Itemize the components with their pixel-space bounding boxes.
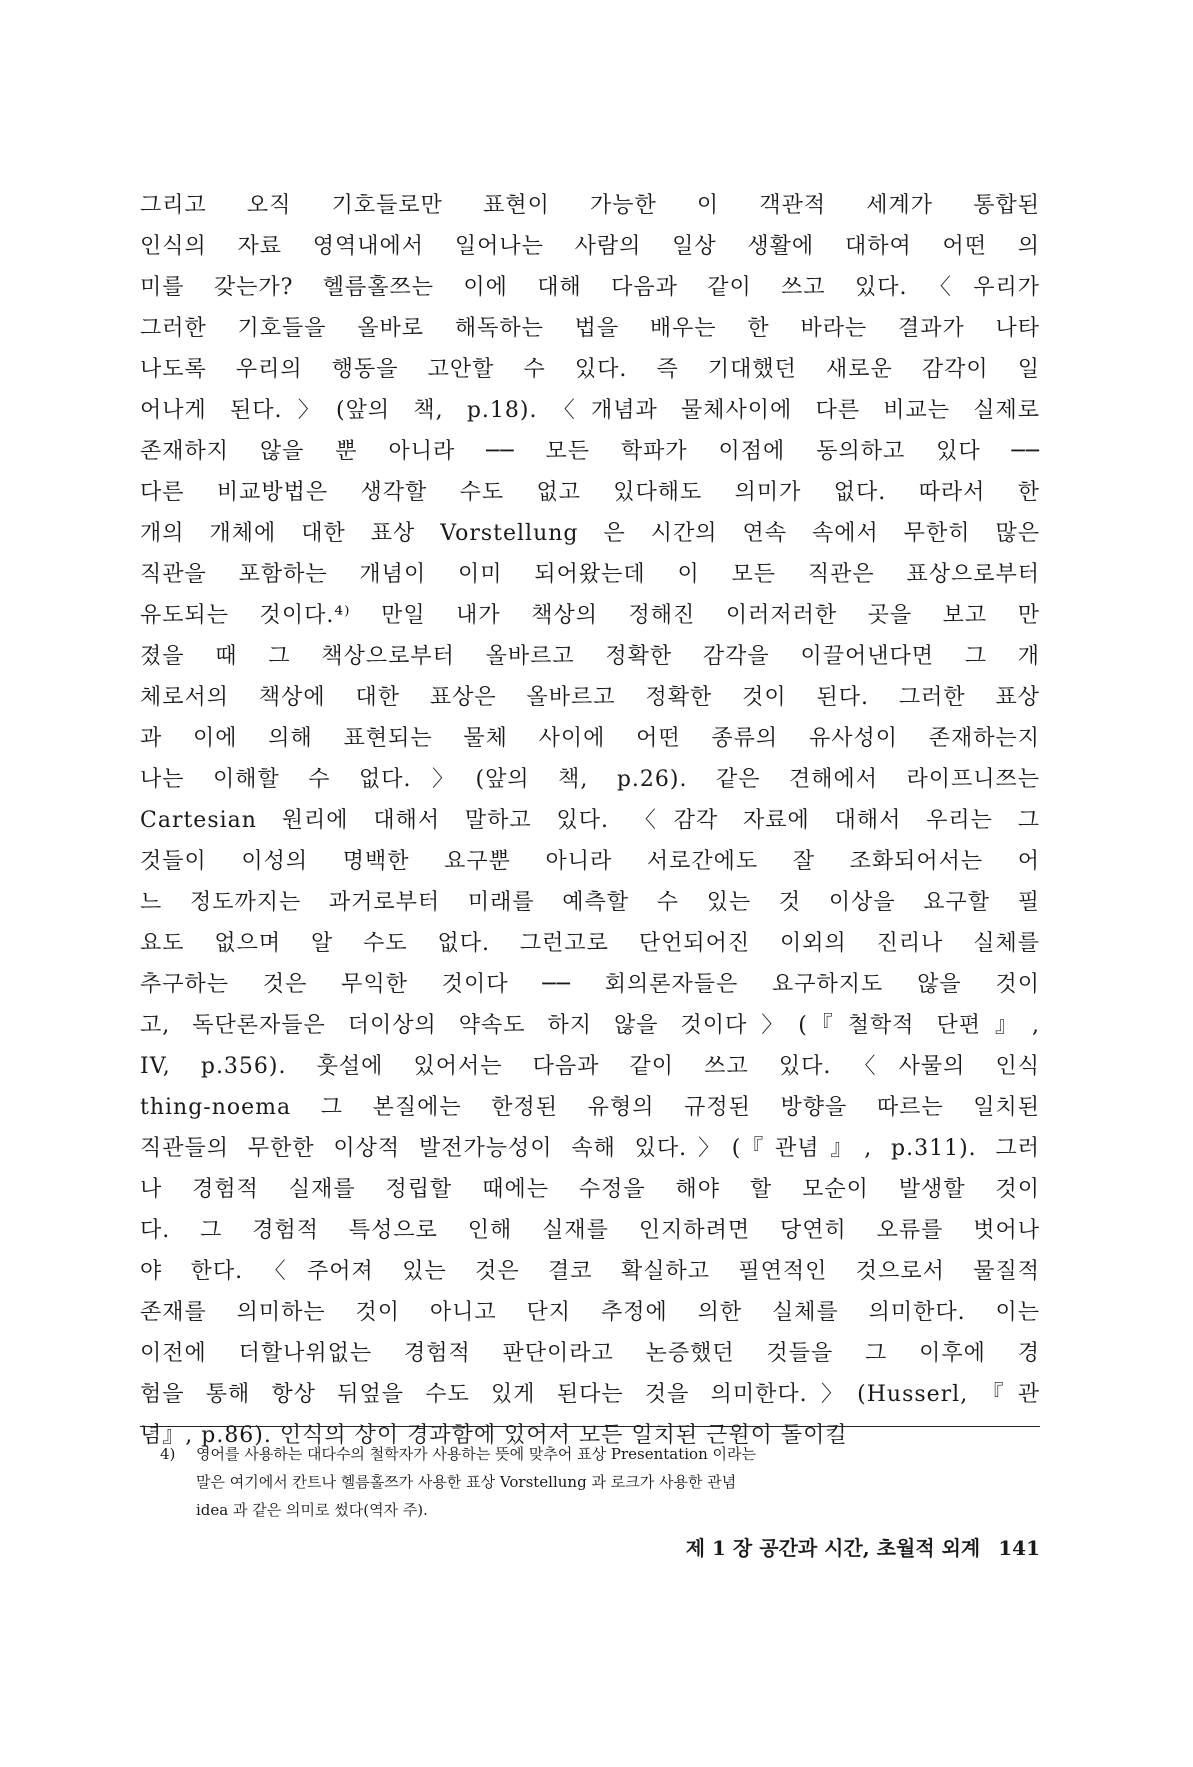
footnote-number: 4) [160, 1445, 176, 1463]
text-line: 나도록 우리의 행동을 고안할 수 있다. 즉 기대했던 새로운 감각이 일 [140, 357, 1040, 382]
page-number: 141 [998, 1536, 1040, 1560]
text-line: 험을 통해 항상 뒤엎을 수도 있게 된다는 것을 의미한다.〉(Husserl,『관 [140, 1382, 1040, 1407]
footnote-text: 영어를 사용하는 대다수의 철학자가 사용하는 뜻에 맞추어 표상 Presentation 이라는 [196, 1445, 756, 1463]
footnote-line: 말은 여기에서 칸트나 헬름홀쯔가 사용한 표상 Vorstellung 과 로크가 사용한 관념 [196, 1473, 737, 1491]
text-line: 존재를 의미하는 것이 아니고 단지 추정에 의한 실체를 의미한다. 이는 [140, 1300, 1040, 1325]
text-line: Cartesian 원리에 대해서 말하고 있다. 〈감각 자료에 대해서 우리는 그 [140, 808, 1040, 833]
text-line: 이전에 더할나위없는 경험적 판단이라고 논증했던 것들을 그 이후에 경 [140, 1341, 1040, 1366]
text-line: 과 이에 의해 표현되는 물체 사이에 어떤 종류의 유사성이 존재하는지 [140, 726, 1040, 751]
text-line: 것들이 이성의 명백한 요구뿐 아니라 서로간에도 잘 조화되어서는 어 [140, 849, 1040, 874]
chapter-title: 제 1 장 공간과 시간, 초월적 외계 [685, 1536, 981, 1560]
footnote-line [160, 1440, 1040, 1468]
text-line: 어나게 된다.〉(앞의 책, p.18).〈개념과 물체사이에 다른 비교는 실제로 [140, 398, 1040, 423]
text-line: 인식의 자료 영역내에서 일어나는 사람의 일상 생활에 대하여 어떤 의 [140, 234, 1040, 259]
text-line: 추구하는 것은 무익한 것이다 ── 회의론자들은 요구하지도 않을 것이 [140, 972, 1040, 997]
text-line: 체로서의 책상에 대한 표상은 올바르고 정확한 것이 된다. 그러한 표상 [140, 685, 1040, 710]
text-line: 그리고 오직 기호들로만 표현이 가능한 이 객관적 세계가 통합된 [140, 193, 1040, 218]
footnote-line: idea 과 같은 의미로 썼다(역자 주). [196, 1501, 428, 1519]
text-line: 념』, p.86). 인식의 상이 경과함에 있어서 모든 일치된 근원이 돌이킬 [140, 1423, 848, 1448]
footnote [160, 1440, 1040, 1524]
text-line: 나 경험적 실재를 정립할 때에는 수정을 해야 할 모순이 발생할 것이 [140, 1177, 1040, 1202]
text-line: 다. 그 경험적 특성으로 인해 실재를 인지하려면 당연히 오류를 벗어나 [140, 1218, 1040, 1243]
text-line: 느 정도까지는 과거로부터 미래를 예측할 수 있는 것 이상을 요구할 필 [140, 890, 1040, 915]
text-line: IV, p.356). 훗설에 있어서는 다음과 같이 쓰고 있다.〈사물의 인식 [140, 1054, 1040, 1079]
text-line: 졌을 때 그 책상으로부터 올바르고 정확한 감각을 이끌어낸다면 그 개 [140, 644, 1040, 669]
text-line: 직관들의 무한한 이상적 발전가능성이 속해 있다.〉(『관념』, p.311). 그러 [140, 1136, 1040, 1161]
text-line: 야 한다.〈주어져 있는 것은 결코 확실하고 필연적인 것으로서 물질적 [140, 1259, 1040, 1284]
text-line: 미를 갖는가? 헬름홀쯔는 이에 대해 다음과 같이 쓰고 있다.〈우리가 [140, 275, 1040, 300]
text-line: 요도 없으며 알 수도 없다. 그런고로 단언되어진 이외의 진리나 실체를 [140, 931, 1040, 956]
text-line: 다른 비교방법은 생각할 수도 없고 있다해도 의미가 없다. 따라서 한 [140, 480, 1040, 505]
text-line: 그러한 기호들을 올바로 해독하는 법을 배우는 한 바라는 결과가 나타 [140, 316, 1040, 341]
text-line: 고, 독단론자들은 더이상의 약속도 하지 않을 것이다〉(『철학적 단편』, [140, 1013, 1040, 1038]
text-line: 존재하지 않을 뿐 아니라 ── 모든 학파가 이점에 동의하고 있다 ── [140, 439, 1040, 464]
text-line: 직관을 포함하는 개념이 이미 되어왔는데 이 모든 직관은 표상으로부터 [140, 562, 1040, 587]
text-line: 개의 개체에 대한 표상 Vorstellung 은 시간의 연속 속에서 무한히 많은 [140, 521, 1040, 546]
running-footer [540, 1532, 1040, 1561]
text-line: 유도되는 것이다.⁴⁾ 만일 내가 책상의 정해진 이러저러한 곳을 보고 만 [140, 603, 1040, 628]
footnote-rule [140, 1426, 1040, 1427]
body-text [140, 185, 1040, 1456]
text-line: 나는 이해할 수 없다.〉(앞의 책, p.26). 같은 견해에서 라이프니쯔는 [140, 767, 1040, 792]
text-line: thing-noema 그 본질에는 한정된 유형의 규정된 방향을 따르는 일치된 [140, 1095, 1040, 1120]
